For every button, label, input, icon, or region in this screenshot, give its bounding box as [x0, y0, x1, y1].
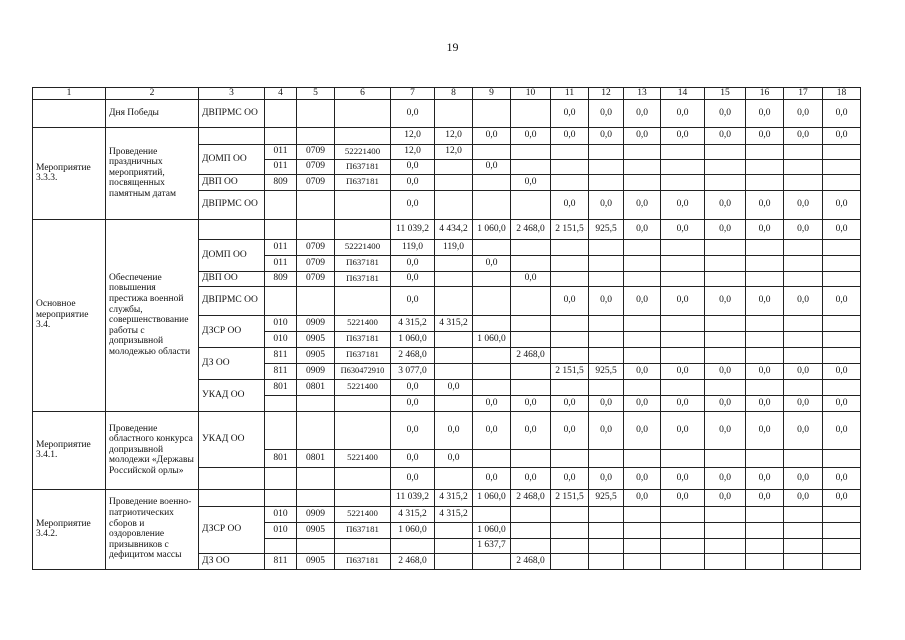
code-cell: 811: [265, 347, 297, 363]
value-cell: 0,0: [589, 127, 624, 144]
value-cell: 0,0: [551, 411, 589, 449]
code-cell: 52221400: [335, 144, 391, 159]
value-cell: 2 468,0: [511, 553, 551, 569]
code-cell: П637181: [335, 347, 391, 363]
value-cell: 1 060,0: [391, 331, 435, 347]
table-row: [33, 489, 861, 506]
value-cell: 0,0: [823, 99, 861, 127]
value-cell: 0,0: [823, 363, 861, 379]
code-cell: 010: [265, 315, 297, 331]
table-row: [33, 99, 861, 127]
value-cell: 2 468,0: [391, 553, 435, 569]
code-cell: 0709: [297, 239, 335, 255]
code-cell: 0709: [297, 271, 335, 286]
executor: ДЗСР ОО: [199, 506, 265, 553]
value-cell: 0,0: [746, 99, 784, 127]
executor: ДЗ ОО: [199, 553, 265, 569]
value-cell: 0,0: [624, 411, 661, 449]
value-cell: 0,0: [784, 395, 823, 411]
value-cell: 0,0: [624, 395, 661, 411]
value-cell: 0,0: [823, 467, 861, 489]
value-cell: 0,0: [391, 271, 435, 286]
col-header: 10: [511, 88, 551, 100]
value-cell: 0,0: [551, 127, 589, 144]
executor: ДВП ОО: [199, 174, 265, 190]
code-cell: 0801: [297, 449, 335, 467]
code-cell: 811: [265, 553, 297, 569]
page-number: 19: [446, 40, 459, 54]
col-header: 9: [473, 88, 511, 100]
header-row: [33, 88, 861, 100]
col-header: 4: [265, 88, 297, 100]
code-cell: 0709: [297, 255, 335, 271]
value-cell: 0,0: [624, 127, 661, 144]
value-cell: 0,0: [511, 411, 551, 449]
activity-name: Мероприятие 3.4.2.: [33, 489, 106, 569]
code-cell: 0909: [297, 363, 335, 379]
code-cell: 0709: [297, 159, 335, 174]
value-cell: 0,0: [391, 174, 435, 190]
code-cell: 811: [265, 363, 297, 379]
value-cell: 1 637,7: [473, 538, 511, 553]
value-cell: 1 060,0: [473, 489, 511, 506]
value-cell: 0,0: [473, 395, 511, 411]
table-row: [33, 411, 861, 449]
code-cell: 809: [265, 271, 297, 286]
executor: УКАД ОО: [199, 411, 265, 467]
value-cell: 0,0: [589, 190, 624, 219]
value-cell: 0,0: [511, 467, 551, 489]
value-cell: 12,0: [435, 127, 473, 144]
col-header: 14: [661, 88, 705, 100]
code-cell: 801: [265, 379, 297, 395]
code-cell: 0709: [297, 174, 335, 190]
budget-table: [32, 87, 861, 570]
value-cell: 0,0: [705, 219, 746, 239]
code-cell: 0909: [297, 506, 335, 522]
value-cell: 12,0: [391, 127, 435, 144]
value-cell: 0,0: [746, 190, 784, 219]
value-cell: 0,0: [705, 127, 746, 144]
code-cell: 010: [265, 331, 297, 347]
value-cell: 119,0: [391, 239, 435, 255]
col-header: 1: [33, 88, 106, 100]
value-cell: 0,0: [661, 286, 705, 315]
value-cell: 2 468,0: [511, 347, 551, 363]
value-cell: 4 315,2: [391, 506, 435, 522]
value-cell: 0,0: [784, 99, 823, 127]
value-cell: 0,0: [511, 271, 551, 286]
value-cell: 925,5: [589, 489, 624, 506]
activity-name: Мероприятие 3.3.3.: [33, 127, 106, 219]
col-header: 3: [199, 88, 265, 100]
value-cell: 0,0: [391, 411, 435, 449]
value-cell: 0,0: [624, 286, 661, 315]
activity-text: Дня Победы: [106, 99, 199, 127]
value-cell: 2 468,0: [391, 347, 435, 363]
value-cell: 0,0: [784, 363, 823, 379]
activity-text: Проведение праздничных мероприятий, посвященных памятным датам: [106, 127, 199, 219]
code-cell: 0905: [297, 522, 335, 538]
value-cell: 1 060,0: [391, 522, 435, 538]
value-cell: 0,0: [624, 219, 661, 239]
col-header: 16: [746, 88, 784, 100]
value-cell: 0,0: [624, 363, 661, 379]
value-cell: 0,0: [784, 219, 823, 239]
value-cell: 4 315,2: [435, 506, 473, 522]
value-cell: 0,0: [551, 395, 589, 411]
value-cell: 0,0: [661, 467, 705, 489]
code-cell: 5221400: [335, 506, 391, 522]
col-header: 8: [435, 88, 473, 100]
value-cell: 0,0: [746, 489, 784, 506]
executor: ДЗ ОО: [199, 347, 265, 379]
executor: УКАД ОО: [199, 379, 265, 411]
value-cell: 0,0: [473, 159, 511, 174]
value-cell: 11 039,2: [391, 219, 435, 239]
value-cell: 0,0: [391, 379, 435, 395]
value-cell: 0,0: [473, 255, 511, 271]
value-cell: 0,0: [589, 395, 624, 411]
value-cell: 0,0: [511, 127, 551, 144]
code-cell: 5221400: [335, 379, 391, 395]
executor: ДОМП ОО: [199, 144, 265, 174]
col-header: 11: [551, 88, 589, 100]
value-cell: 119,0: [435, 239, 473, 255]
value-cell: 2 468,0: [511, 489, 551, 506]
value-cell: 0,0: [589, 467, 624, 489]
activity-name: [33, 99, 106, 127]
value-cell: 0,0: [551, 286, 589, 315]
value-cell: 0,0: [391, 255, 435, 271]
value-cell: 925,5: [589, 363, 624, 379]
value-cell: 0,0: [705, 395, 746, 411]
value-cell: 0,0: [435, 379, 473, 395]
executor: ДВПРМС ОО: [199, 286, 265, 315]
code-cell: 52221400: [335, 239, 391, 255]
code-cell: П637181: [335, 331, 391, 347]
col-header: 13: [624, 88, 661, 100]
value-cell: 0,0: [661, 99, 705, 127]
code-cell: 0905: [297, 347, 335, 363]
executor: ДОМП ОО: [199, 239, 265, 271]
value-cell: 0,0: [391, 159, 435, 174]
value-cell: 0,0: [473, 467, 511, 489]
value-cell: 0,0: [746, 219, 784, 239]
value-cell: 0,0: [391, 395, 435, 411]
value-cell: 0,0: [589, 99, 624, 127]
value-cell: 0,0: [705, 411, 746, 449]
value-cell: 11 039,2: [391, 489, 435, 506]
value-cell: 0,0: [624, 190, 661, 219]
value-cell: 0,0: [661, 411, 705, 449]
code-cell: 0905: [297, 553, 335, 569]
executor: ДЗСР ОО: [199, 315, 265, 347]
value-cell: 2 468,0: [511, 219, 551, 239]
value-cell: 925,5: [589, 219, 624, 239]
value-cell: 3 077,0: [391, 363, 435, 379]
value-cell: 2 151,5: [551, 363, 589, 379]
value-cell: 0,0: [705, 363, 746, 379]
col-header: 17: [784, 88, 823, 100]
value-cell: 0,0: [661, 190, 705, 219]
value-cell: 0,0: [391, 99, 435, 127]
code-cell: 011: [265, 144, 297, 159]
value-cell: 0,0: [551, 467, 589, 489]
code-cell: 0909: [297, 315, 335, 331]
value-cell: 0,0: [661, 127, 705, 144]
value-cell: 0,0: [624, 489, 661, 506]
value-cell: 0,0: [784, 286, 823, 315]
value-cell: 0,0: [551, 99, 589, 127]
code-cell: П637181: [335, 553, 391, 569]
executor: ДВПРМС ОО: [199, 190, 265, 219]
col-header: 18: [823, 88, 861, 100]
value-cell: 0,0: [589, 286, 624, 315]
activity-text: Обеспечение повышения престижа военной службы, совершенствование работы с допризывной молодежью области: [106, 219, 199, 411]
table-row: [33, 127, 861, 144]
code-cell: П630472910: [335, 363, 391, 379]
code-cell: П637181: [335, 255, 391, 271]
code-cell: 5221400: [335, 449, 391, 467]
value-cell: 0,0: [391, 467, 435, 489]
value-cell: 0,0: [823, 286, 861, 315]
value-cell: 0,0: [823, 489, 861, 506]
code-cell: 0709: [297, 144, 335, 159]
value-cell: 0,0: [746, 395, 784, 411]
value-cell: 0,0: [746, 286, 784, 315]
value-cell: 0,0: [435, 411, 473, 449]
value-cell: 4 434,2: [435, 219, 473, 239]
value-cell: 0,0: [473, 411, 511, 449]
code-cell: 011: [265, 255, 297, 271]
value-cell: 0,0: [705, 467, 746, 489]
value-cell: 0,0: [705, 99, 746, 127]
activity-name: Основное мероприятие 3.4.: [33, 219, 106, 411]
activity-text: Проведение военно-патриотических сборов и оздоровление призывников с дефицитом массы: [106, 489, 199, 569]
value-cell: 0,0: [784, 489, 823, 506]
code-cell: 010: [265, 522, 297, 538]
value-cell: 0,0: [589, 411, 624, 449]
col-header: 2: [106, 88, 199, 100]
value-cell: 0,0: [511, 174, 551, 190]
value-cell: 12,0: [391, 144, 435, 159]
col-header: 5: [297, 88, 335, 100]
value-cell: 0,0: [784, 190, 823, 219]
col-header: 12: [589, 88, 624, 100]
value-cell: 0,0: [746, 467, 784, 489]
value-cell: 0,0: [705, 286, 746, 315]
value-cell: 0,0: [391, 286, 435, 315]
code-cell: 011: [265, 159, 297, 174]
value-cell: 4 315,2: [435, 489, 473, 506]
value-cell: 0,0: [624, 467, 661, 489]
value-cell: 2 151,5: [551, 219, 589, 239]
value-cell: 0,0: [823, 411, 861, 449]
value-cell: 0,0: [746, 411, 784, 449]
value-cell: 0,0: [784, 127, 823, 144]
value-cell: 0,0: [823, 127, 861, 144]
value-cell: 0,0: [784, 467, 823, 489]
table-row: [33, 219, 861, 239]
value-cell: 0,0: [823, 219, 861, 239]
value-cell: 0,0: [823, 190, 861, 219]
value-cell: 0,0: [661, 219, 705, 239]
value-cell: 0,0: [661, 395, 705, 411]
value-cell: 0,0: [391, 449, 435, 467]
value-cell: 0,0: [624, 99, 661, 127]
value-cell: 2 151,5: [551, 489, 589, 506]
code-cell: 809: [265, 174, 297, 190]
value-cell: 0,0: [746, 363, 784, 379]
code-cell: 801: [265, 449, 297, 467]
col-header: 7: [391, 88, 435, 100]
value-cell: 0,0: [435, 449, 473, 467]
code-cell: 011: [265, 239, 297, 255]
value-cell: 0,0: [511, 395, 551, 411]
activity-text: Проведение областного конкурса допризывной молодежи «Державы Российской орлы»: [106, 411, 199, 489]
executor: ДВПРМС ОО: [199, 99, 265, 127]
code-cell: П637181: [335, 174, 391, 190]
code-cell: 0905: [297, 331, 335, 347]
value-cell: 0,0: [705, 190, 746, 219]
value-cell: 0,0: [391, 190, 435, 219]
value-cell: 1 060,0: [473, 331, 511, 347]
value-cell: 0,0: [551, 190, 589, 219]
executor: ДВП ОО: [199, 271, 265, 286]
col-header: 15: [705, 88, 746, 100]
code-cell: 0801: [297, 379, 335, 395]
code-cell: П637181: [335, 159, 391, 174]
activity-name: Мероприятие 3.4.1.: [33, 411, 106, 489]
value-cell: 12,0: [435, 144, 473, 159]
col-header: 6: [335, 88, 391, 100]
code-cell: П637181: [335, 522, 391, 538]
value-cell: 0,0: [823, 395, 861, 411]
value-cell: 0,0: [661, 363, 705, 379]
value-cell: 4 315,2: [435, 315, 473, 331]
value-cell: 0,0: [473, 127, 511, 144]
value-cell: 0,0: [661, 489, 705, 506]
value-cell: 0,0: [746, 127, 784, 144]
code-cell: 010: [265, 506, 297, 522]
value-cell: 0,0: [784, 411, 823, 449]
value-cell: 4 315,2: [391, 315, 435, 331]
value-cell: 1 060,0: [473, 522, 511, 538]
value-cell: 0,0: [705, 489, 746, 506]
code-cell: П637181: [335, 271, 391, 286]
code-cell: 5221400: [335, 315, 391, 331]
value-cell: 1 060,0: [473, 219, 511, 239]
